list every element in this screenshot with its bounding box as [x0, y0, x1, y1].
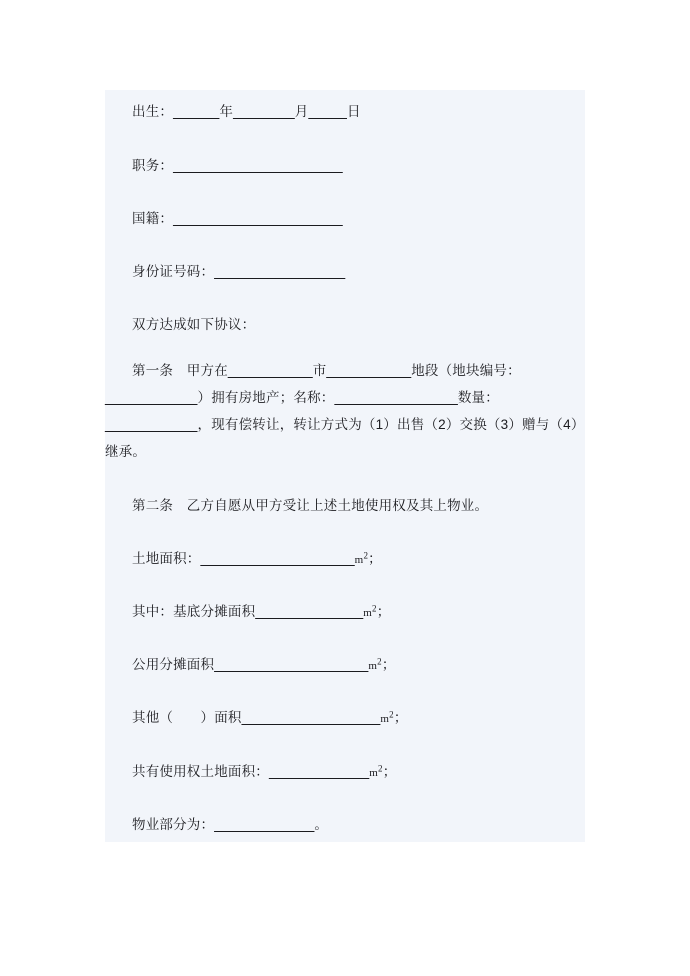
- base-shared-area-line: [105, 598, 585, 627]
- unit-exponent: 2: [377, 656, 382, 667]
- text-run: 双方达成如下协议：: [132, 317, 256, 332]
- public-shared-area-line: [105, 651, 585, 680]
- text-run: 职务：: [132, 158, 174, 173]
- fill-in-blank[interactable]: ________________: [334, 390, 458, 405]
- fill-in-blank[interactable]: _____________: [269, 764, 370, 779]
- text-run: ）拥有房地产；名称：: [197, 390, 335, 405]
- shared-right-land-area-line: [105, 758, 585, 787]
- fill-in-blank[interactable]: ____________: [105, 390, 198, 405]
- text-run: 地段（地块编号：: [411, 363, 521, 378]
- fill-in-blank[interactable]: ____________: [105, 417, 198, 432]
- position-line: [105, 152, 585, 179]
- text-run: 身份证号码：: [132, 264, 215, 279]
- property-part-line: [105, 811, 585, 838]
- fill-in-blank[interactable]: ________: [233, 104, 295, 119]
- square-meter-unit: [354, 550, 369, 566]
- fill-in-blank[interactable]: ___________: [326, 363, 412, 378]
- text-run: 第一条 甲方在: [132, 363, 228, 378]
- document-content-block: [105, 90, 585, 842]
- text-run: 。: [314, 817, 329, 832]
- fill-in-blank[interactable]: ______________________: [173, 211, 343, 226]
- text-run: ，现有偿转让，转让方式为（1）出售（2）交换（3）赠与（4）继承。: [105, 417, 585, 459]
- square-meter-unit: [380, 709, 394, 725]
- text-run: ；: [393, 710, 408, 725]
- text-run: ；: [368, 551, 382, 566]
- fill-in-blank[interactable]: ______________________: [173, 158, 343, 173]
- text-run: 日: [346, 104, 361, 119]
- text-run: 其中：基底分摊面积: [132, 604, 256, 619]
- article-two-paragraph: [105, 492, 585, 519]
- fill-in-blank[interactable]: ___________: [227, 363, 313, 378]
- unit-exponent: 2: [363, 550, 369, 561]
- text-run: 土地面积：: [132, 551, 201, 566]
- nationality-line: [105, 205, 585, 232]
- unit-base: m: [363, 607, 372, 619]
- text-run: 共有使用权土地面积：: [132, 764, 269, 779]
- article-one-paragraph: [105, 357, 585, 465]
- square-meter-unit: [368, 656, 382, 672]
- unit-base: m: [380, 713, 390, 725]
- unit-exponent: 2: [389, 709, 394, 720]
- unit-base: m: [354, 554, 364, 566]
- agreement-intro-line: [105, 311, 585, 338]
- fill-in-blank[interactable]: __________________: [241, 710, 381, 725]
- text-run: 其他（ ）面积: [132, 710, 242, 725]
- fill-in-blank[interactable]: _____________: [214, 817, 315, 832]
- fill-in-blank[interactable]: ____________________: [200, 551, 355, 566]
- text-run: 市: [312, 363, 327, 378]
- id-number-line: [105, 258, 585, 285]
- text-run: 公用分摊面积: [132, 657, 215, 672]
- land-area-line: [105, 545, 585, 574]
- square-meter-unit: [369, 763, 383, 779]
- fill-in-blank[interactable]: ______: [173, 104, 220, 119]
- unit-base: m: [369, 767, 378, 779]
- text-run: ；: [381, 657, 396, 672]
- fill-in-blank[interactable]: _________________: [214, 264, 346, 279]
- text-run: 国籍：: [132, 211, 174, 226]
- fill-in-blank[interactable]: _____: [308, 104, 347, 119]
- text-run: 出生：: [132, 104, 174, 119]
- text-run: 数量：: [457, 390, 499, 405]
- text-run: 月: [294, 104, 309, 119]
- square-meter-unit: [363, 603, 377, 619]
- text-run: ；: [376, 604, 391, 619]
- unit-exponent: 2: [377, 763, 383, 774]
- text-run: 年: [219, 104, 234, 119]
- fill-in-blank[interactable]: ______________: [255, 604, 364, 619]
- text-run: ；: [382, 764, 397, 779]
- fill-in-blank[interactable]: ____________________: [214, 657, 369, 672]
- text-run: 物业部分为：: [132, 817, 215, 832]
- unit-exponent: 2: [372, 603, 377, 614]
- birth-date-line: [105, 98, 585, 125]
- unit-base: m: [368, 660, 378, 672]
- other-area-line: [105, 704, 585, 733]
- text-run: 第二条 乙方自愿从甲方受让上述土地使用权及其上物业。: [132, 498, 489, 513]
